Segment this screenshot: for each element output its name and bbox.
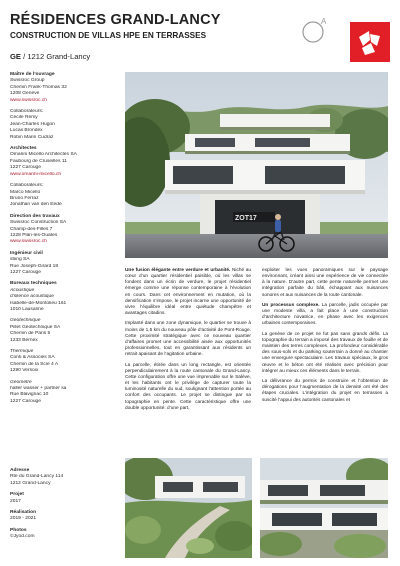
page-title: RÉSIDENCES GRAND-LANCY (10, 12, 221, 28)
fact-heading: Réalisation (10, 510, 37, 516)
credit-line: Chemin de Paris 5 (10, 331, 51, 337)
oa-logo-letter: A (321, 17, 327, 26)
credit-line: 1010 Lausanne (10, 307, 44, 312)
credit-line: Bruno Ferraz (10, 195, 39, 201)
credit-website-link[interactable]: www.omarini-micello.ch (10, 171, 62, 177)
credit-line: Jean-Charles Hugon (10, 121, 55, 127)
article-paragraph: Implanté dans une zone dynamique, le quartier se trouve à moins de 1,5 km du nouveau pôle d’activité de Pont-Rouge. Cette proximité stratégique avec ce nouveau quartier d’affaires promet une accessibilité aisée aux opportunités professionnelles, tout en garantissant aux résidents un retrait apaisant de l’agitation urbaine. (125, 321, 251, 358)
article-paragraph: Une fusion élégante entre verdure et urbanité. Niché au cœur d’un quartier résidentiel paisible, où les villas se fondent dans un écrin de verdure, le projet résidentiel émerge comme une réponse contemporaine à l’évolution en cours. Dans cet environnement en mutation, où la densification s’impose, le projet incarne une opportunité de vivre l’équilibre idéal entre quiétude champêtre et avantages citadins. (125, 268, 251, 317)
credit-website-link[interactable]: www.swissroc.ch (10, 97, 47, 103)
geneva-emblem-icon (350, 22, 390, 62)
credit-line: 1227 Carouge (10, 165, 41, 171)
credit-line: Rue Blavignac 10 (10, 392, 49, 398)
credit-line: Champ-des-Filles 7 (10, 226, 53, 232)
credit-line: Géomètre (10, 379, 32, 385)
credit-line: Lucas Brondex (10, 128, 43, 134)
credit-line: 1227 Carouge (10, 398, 41, 404)
article-column-2 (262, 268, 388, 408)
fact-block (10, 492, 100, 505)
location-separator: / (20, 52, 28, 61)
credit-website-link[interactable]: www.swissroc.ch (10, 239, 47, 245)
page-subtitle: CONSTRUCTION DE VILLAS HPE EN TERRASSES (10, 31, 207, 40)
credit-line: 1227 Carouge (10, 269, 41, 275)
credit-line: 1290 Versoix (10, 368, 39, 374)
fact-line: Rte du Grand-Lancy 114 (10, 474, 64, 480)
fact-heading: Projet (10, 492, 24, 498)
credit-block (10, 318, 100, 344)
credit-line: 1228 Plan-les-Ouates (10, 232, 58, 238)
facade-photo (260, 458, 388, 558)
fact-line: 2019 - 2021 (10, 516, 37, 522)
oa-logo-icon (300, 16, 330, 46)
credit-block (10, 349, 100, 375)
credit-line: Jonathan van den Eede (10, 202, 62, 208)
article-paragraph: exploiter les vues panoramiques sur le paysage environnant, créant ainsi une expérience de vie connectée à la nature. D’autre part, cette pente naturelle permet une intégration parfaite du bâti, échappant aux nuisances sonores et aux nuisances de la route cantonale. (262, 268, 388, 298)
credit-line: Marco Micello (10, 189, 41, 195)
credit-line: 1208 Genève (10, 91, 40, 97)
credit-block (10, 146, 100, 178)
credit-block (10, 251, 100, 277)
fact-heading: Photos (10, 527, 27, 533)
fact-heading: Adresse (10, 468, 30, 473)
fact-block (10, 468, 100, 487)
credit-line: Collaborateurs: (10, 183, 44, 189)
credit-heading: Direction des travaux (10, 213, 60, 219)
credit-block (10, 281, 100, 313)
credit-block (10, 380, 100, 406)
fact-line: 2017 (10, 498, 21, 504)
credit-line: Géotechnique (10, 318, 41, 324)
credit-line: 1233 Bernex (10, 337, 38, 343)
credit-line: Chemin de la Scie 4 A (10, 361, 59, 367)
location-line (10, 52, 90, 61)
article-lead: Un processus complexe. (262, 302, 320, 308)
hero-photo (125, 72, 388, 258)
credit-block (10, 214, 100, 246)
credit-line: Swissroc Construction SA (10, 220, 67, 226)
credit-line: Pillet Géotechnique SA (10, 324, 61, 330)
credit-line: Faubourg de Cruseilles 11 (10, 158, 67, 164)
credit-line: Conti & Associés SA (10, 355, 55, 361)
credit-line: sbing SA (10, 257, 30, 263)
fact-line: ©Jyod.com (10, 534, 35, 540)
credit-line: Robin Marin Cudraz (10, 134, 54, 140)
credit-line: Isabelle-de-Montolieu 161 (10, 300, 67, 306)
article-paragraph: Un processus complexe. La parcelle, jadis occupée par une modeste villa, a fait place à une construction d’architecture novatrice, en phase avec les exigences urbaines contemporaines. (262, 302, 389, 327)
credit-line: Omarini Micello Architectes SA (10, 152, 77, 158)
fact-block (10, 528, 100, 541)
credit-heading: Bureaux techniques (10, 281, 57, 287)
fact-line: 1212 Grand-Lancy (10, 480, 51, 486)
project-facts (10, 468, 100, 546)
credit-line: Rue Joseph-Girard 18 (10, 263, 59, 269)
credits-sidebar (10, 72, 100, 410)
location-text: 1212 Grand-Lancy (27, 52, 91, 61)
canton-code: GE (10, 52, 21, 61)
credit-line: Swissroc Group (10, 78, 45, 84)
article-paragraph: La parcelle, étirée dans un long rectangle, est orientée perpendiculairement à la route cantonale du Grand-Lancy. Cette configuration offre une vue imprenable sur le Salève, et les habitants ont le privilège de capturer toute la luminosité naturelle du sud, soulignant l’attention portée au confort des occupants. Le projet se distingue par sa topographie en pente. Cette caractéristique offre une double opportunité: d’une part, (125, 362, 251, 411)
article-paragraph: La délivrance du permis de construire et l’obtention de dérogations pour l’augmentation de la densité ont été des étapes cruciales. L’intégration du projet en terrasses a suscité l’appui des autorités cantonales et (262, 379, 388, 403)
credit-line: Thermique (10, 349, 34, 355)
hero-wall-sign: ZOT17 (235, 215, 257, 222)
article-column-1 (125, 268, 251, 416)
credit-line: d’silence acoustique (10, 294, 54, 300)
credit-heading: Ingénieur civil (10, 250, 43, 256)
credit-block (10, 72, 100, 104)
credit-block (10, 183, 100, 209)
credit-line: Cécile Rémy (10, 115, 38, 121)
article-paragraph: La genèse de ce projet ne fut pas sans grands défis. La topographie du terrain a imposé des travaux de fouille et de maintien des terres complexes. La profondeur considérable des sous-sols et du parking souterrain a donné au chantier une envergure spectaculaire. Les travaux spéciaux, le gros œuvre et le béton ont été réalisés avec précision pour intégrer au mieux ces éléments dans le terrain. (262, 331, 388, 374)
credit-line: Chemin Frank-Thomas 32 (10, 84, 67, 90)
credit-line: Collaborateurs: (10, 109, 44, 115)
article-lead: Une fusion élégante entre verdure et urbanité. (125, 268, 231, 273)
fact-block (10, 510, 100, 523)
credit-line: Acoustique (10, 287, 35, 293)
credit-line: haller wasser + partner sa (10, 386, 67, 392)
credit-block (10, 109, 100, 141)
garden-photo (125, 458, 252, 558)
credit-heading: Architectes (10, 146, 37, 152)
credit-heading: Maître de l’ouvrage (10, 72, 55, 77)
